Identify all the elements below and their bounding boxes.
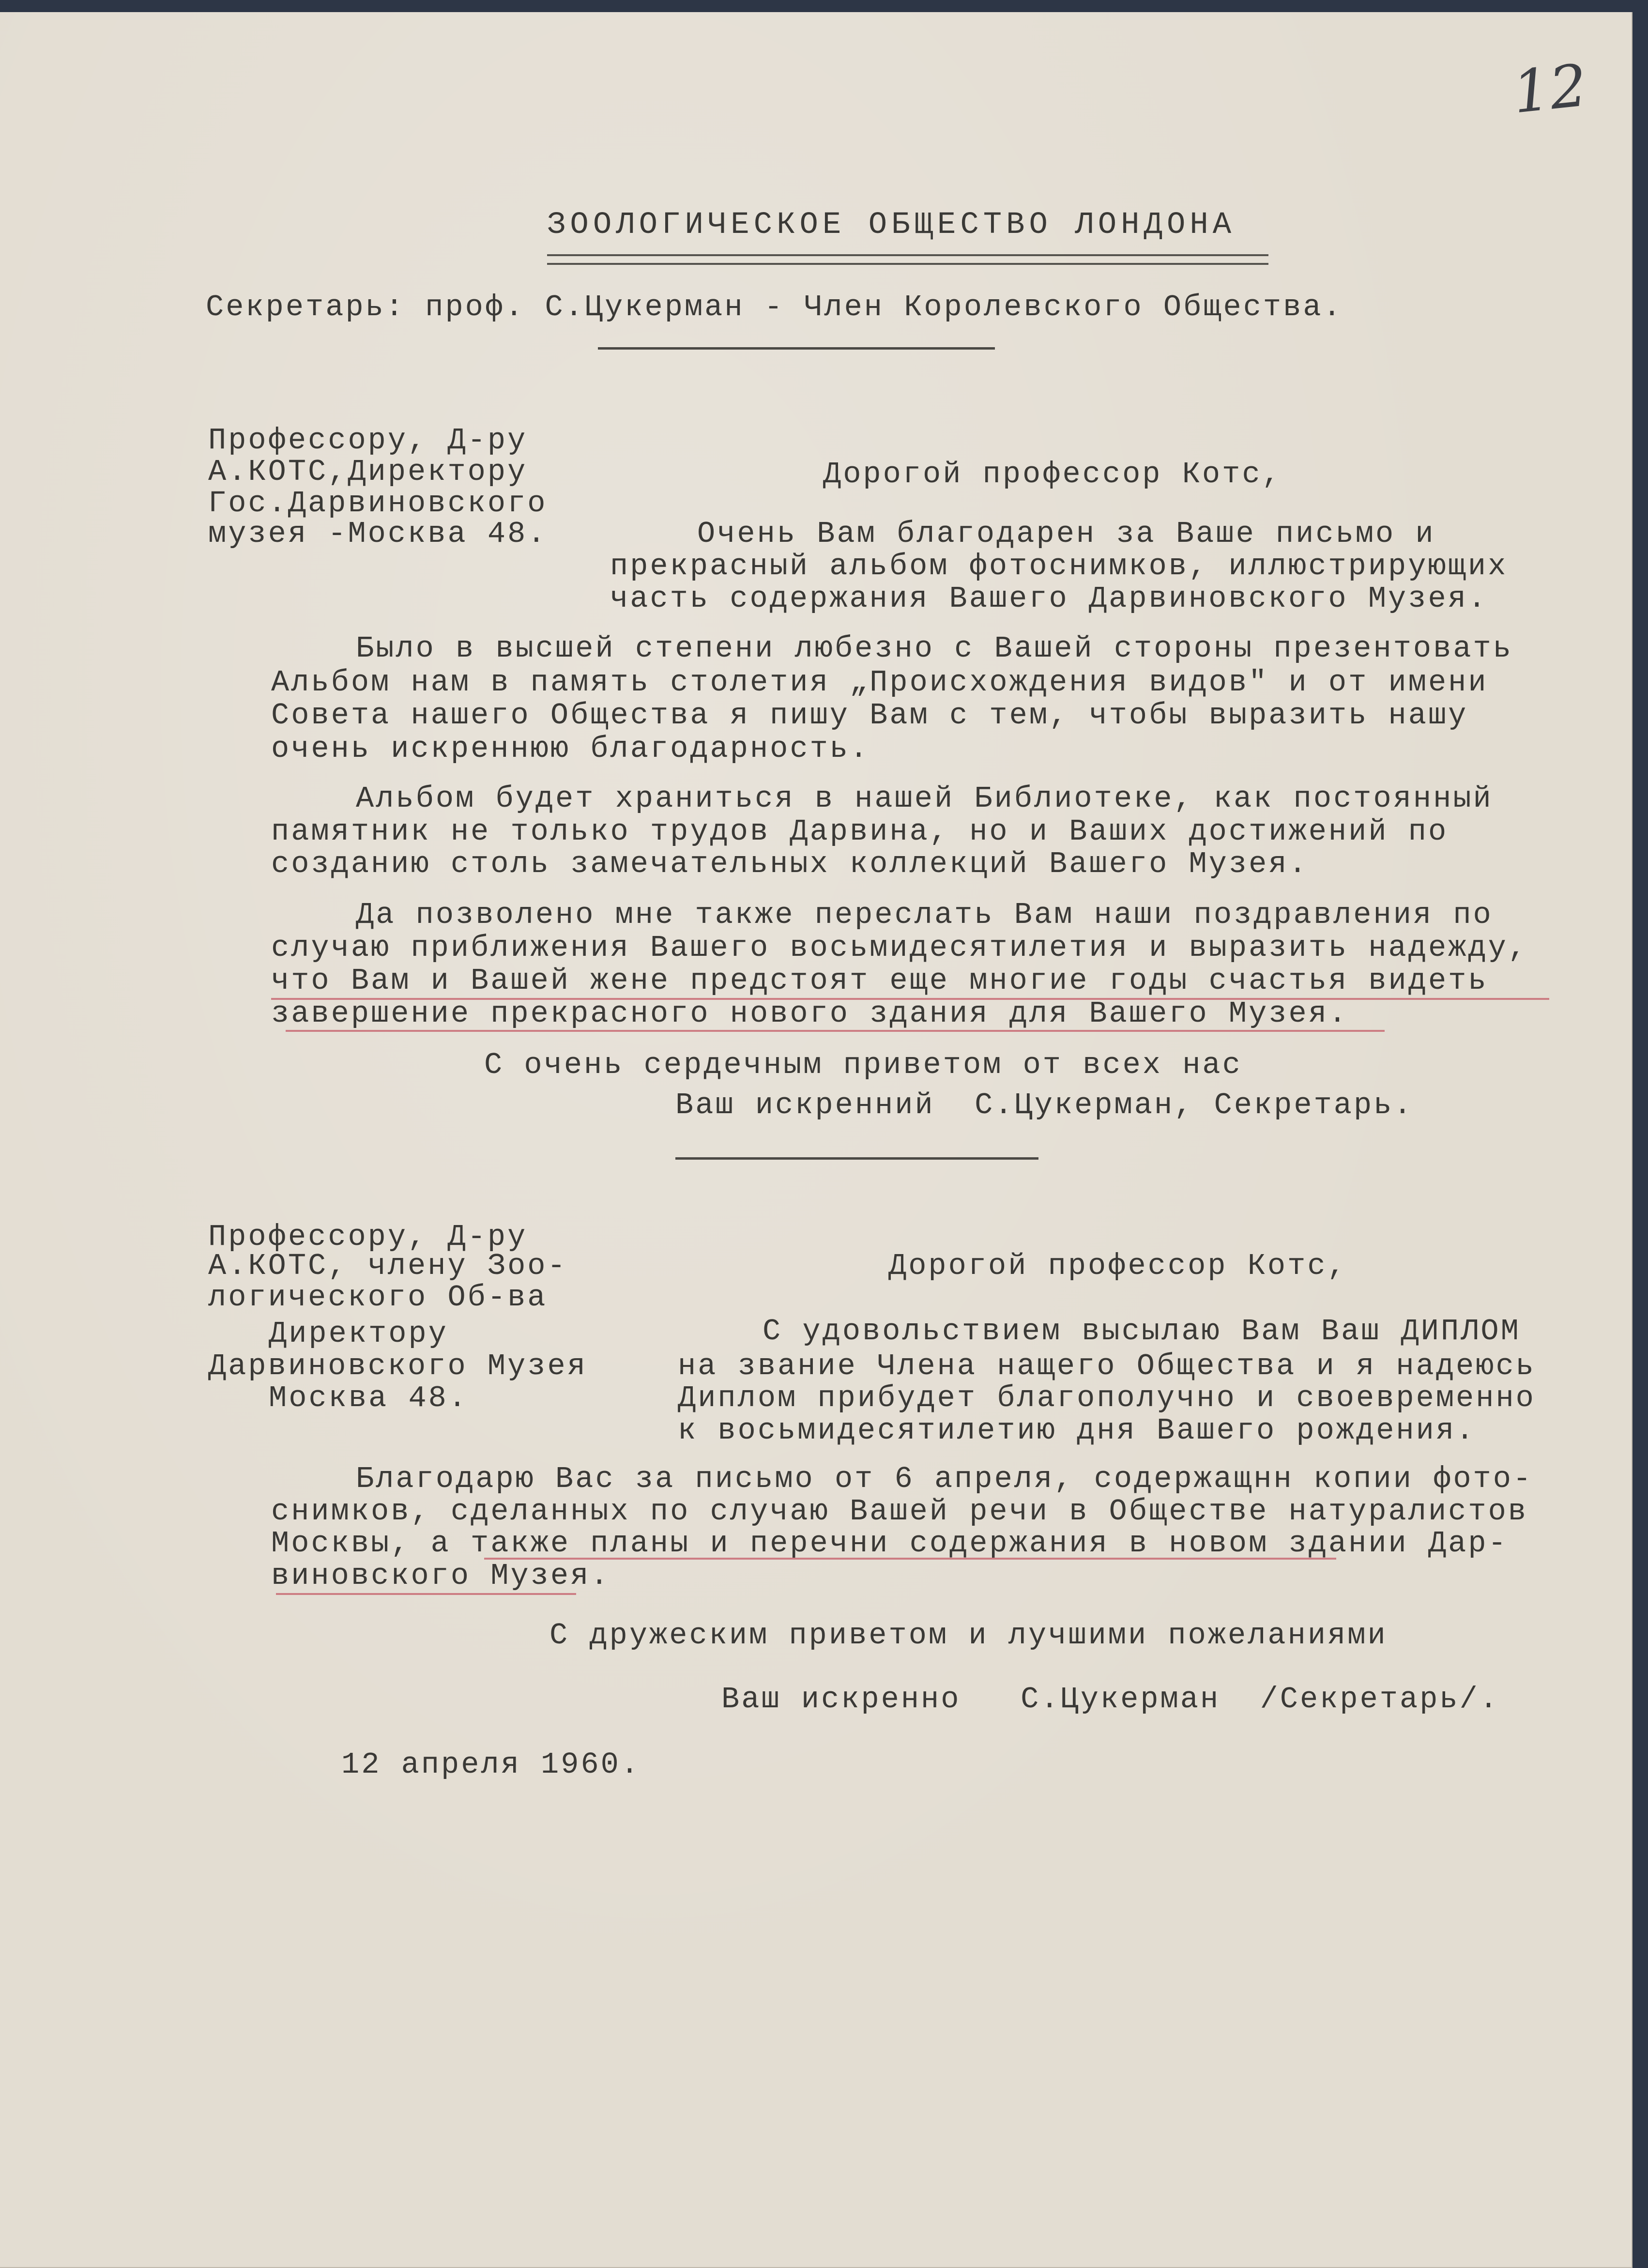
letter2-address-line: логического Об-ва <box>208 1280 548 1315</box>
letter2-address-line: Профессору, Д-ру <box>208 1220 528 1254</box>
letter1-para2-line: Альбом нам в память столетия „Происхождения видов" и от имени <box>271 665 1488 700</box>
title-double-rule <box>547 254 1268 265</box>
page-number: 12 <box>1510 52 1590 127</box>
letter2-signature: Ваш искренно С.Цукерман /Секретарь/. <box>721 1682 1500 1716</box>
letter1-signature: Ваш искренний С.Цукерман, Секретарь. <box>675 1088 1414 1122</box>
red-pencil-underline <box>484 1558 1336 1560</box>
letter2-address-line: Директору <box>269 1317 448 1351</box>
letter1-para4-line: что Вам и Вашей жене предстоят еще многие годы счастья видеть <box>271 964 1488 998</box>
letter1-para2-line: очень искреннюю благодарность. <box>271 732 870 766</box>
document-title: ЗООЛОГИЧЕСКОЕ ОБЩЕСТВО ЛОНДОНА <box>547 208 1236 243</box>
letter2-para2-line: Москвы, а также планы и перечни содержания в новом здании Дар- <box>271 1526 1508 1561</box>
letter2-para1-line: к восьмидесятилетию дня Вашего рождения. <box>678 1413 1476 1448</box>
letter2-address-line: А.КОТС, члену Зоо- <box>208 1249 567 1283</box>
letter2-para1-line: на звание Члена нащего Общества и я надеюсь <box>678 1349 1536 1383</box>
letter1-para4-line: случаю приближения Вашего восьмидесятилетия и выразить надежду, <box>271 931 1528 965</box>
red-pencil-underline <box>286 1030 1385 1032</box>
letter2-closing: С дружеским приветом и лучшими пожеланиями <box>549 1618 1388 1653</box>
red-pencil-underline <box>276 1593 576 1595</box>
letter1-address-line: А.КОТС,Директору <box>208 455 528 489</box>
letter1-para4-line: Да позволено мне также переслать Вам наши поздравления по <box>356 898 1493 932</box>
document-page <box>0 12 1633 2268</box>
letter-separator-rule <box>675 1157 1038 1160</box>
letter1-para1-line: прекрасный альбом фотоснимков, иллюстрирующих <box>610 549 1508 583</box>
header-separator-rule <box>598 347 995 350</box>
letter1-para3-line: созданию столь замечательных коллекций Вашего Музея. <box>271 847 1309 881</box>
letter1-para3-line: памятник не только трудов Дарвина, но и Ваших достижений по <box>271 814 1449 849</box>
secretary-line: Секретарь: проф. С.Цукерман - Член Королевского Общества. <box>206 290 1343 324</box>
letter1-para1-line: Очень Вам благодарен за Ваше письмо и <box>697 517 1435 551</box>
letter1-address-line: музея -Москва 48. <box>208 517 548 551</box>
letter1-closing: С очень сердечным приветом от всех нас <box>484 1048 1242 1082</box>
letter1-para2-line: Совета нашего Общества я пишу Вам с тем, чтобы выразить нашу <box>271 698 1468 733</box>
letter1-address-line: Гос.Дарвиновского <box>208 486 548 521</box>
letter-date: 12 апреля 1960. <box>341 1747 641 1782</box>
letter1-para4-line: завершение прекрасного нового здания для Вашего Музея. <box>271 996 1349 1031</box>
letter2-para1-line: С удовольствием высылаю Вам Ваш ДИПЛОМ <box>763 1314 1521 1349</box>
letter2-address-line: Дарвиновского Музея <box>208 1349 587 1383</box>
letter2-para2-line: Благодарю Вас за письмо от 6 апреля, содержащнн копии фото- <box>356 1462 1533 1496</box>
letter1-para3-line: Альбом будет храниться в нашей Библиотеке, как постоянный <box>356 782 1493 816</box>
letter2-para2-line: снимков, сделанных по случаю Вашей речи в Обществе натуралистов <box>271 1494 1528 1529</box>
letter1-para2-line: Было в высшей степени любезно с Вашей стороны презентовать <box>356 631 1513 666</box>
letter2-para2-line: виновского Музея. <box>271 1559 610 1593</box>
letter2-address-line: Москва 48. <box>269 1381 469 1415</box>
letter1-para1-line: часть содержания Вашего Дарвиновского Музея. <box>610 582 1488 616</box>
letter1-address-line: Профессору, Д-ру <box>208 423 528 458</box>
letter2-salutation: Дорогой профессор Котс, <box>888 1249 1347 1283</box>
letter2-para1-line: Диплом прибудет благополучно и своевременно <box>678 1381 1536 1415</box>
letter1-salutation: Дорогой профессор Котс, <box>823 457 1282 491</box>
